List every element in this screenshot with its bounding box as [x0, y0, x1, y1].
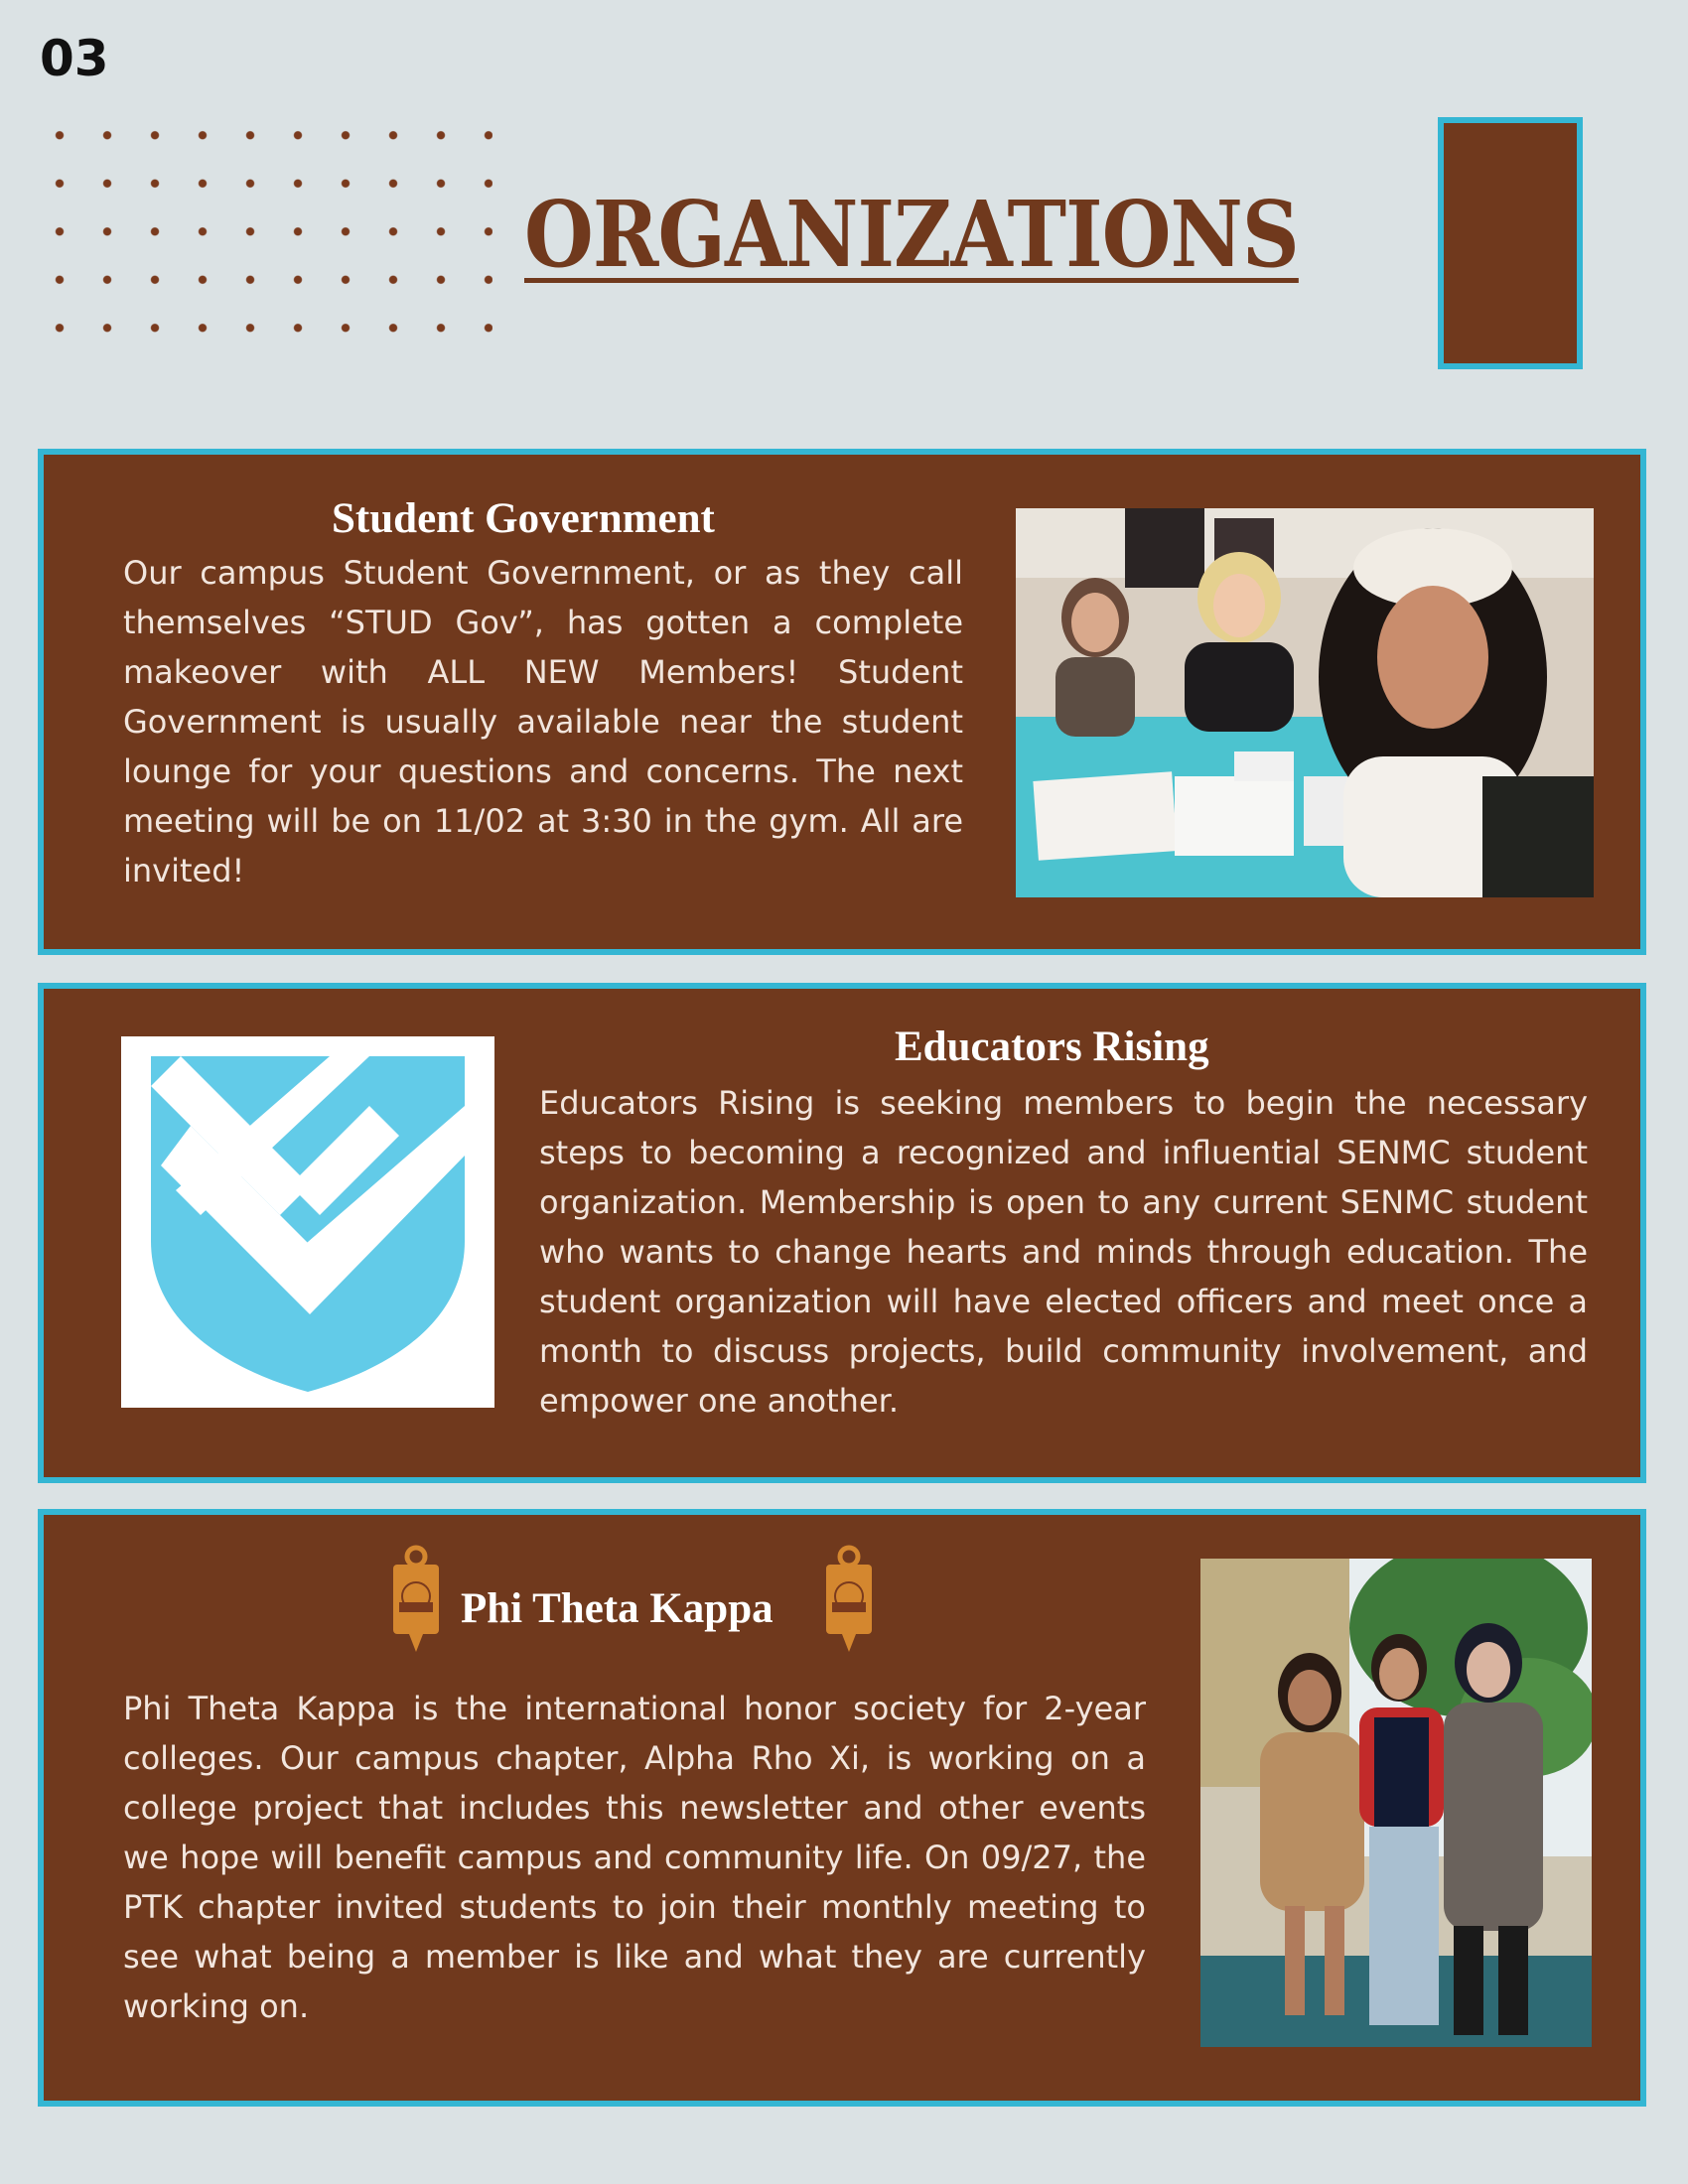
ptk-key-icon — [389, 1545, 443, 1654]
page-title: ORGANIZATIONS — [524, 181, 1299, 288]
phi-theta-kappa-photo — [1200, 1559, 1592, 2047]
section-body: Phi Theta Kappa is the international honor society for 2-year colleges. Our campus chapter, Alpha Rho Xi, is working on a college project that includes this newsletter and other events we hope will benefit campus and community life. On 09/27, the PTK chapter invited students to join their monthly meeting to see what being a member is like and what they are currently working on. — [123, 1690, 1146, 2025]
student-government-photo — [1016, 508, 1594, 897]
section-heading: Student Government — [332, 495, 715, 542]
section-heading: Educators Rising — [895, 1024, 1209, 1070]
phi-theta-kappa-panel — [38, 1509, 1646, 2107]
educators-rising-logo — [121, 1036, 494, 1408]
title-accent-block — [1438, 117, 1583, 369]
ptk-key-icon — [822, 1545, 876, 1654]
decorative-dot-grid — [36, 111, 492, 371]
student-government-panel — [38, 449, 1646, 955]
section-heading: Phi Theta Kappa — [461, 1585, 774, 1632]
section-body: Our campus Student Government, or as they call themselves “STUD Gov”, has gotten a complete makeover with ALL NEW Members! Student Government is usually available near the student lounge for your questions and concerns. The next meeting will be on 11/02 at 3:30 in the gym. All are invited! — [123, 554, 963, 889]
section-body: Educators Rising is seeking members to begin the necessary steps to becoming a recognized and influential SENMC student organization. Membership is open to any current SENMC student who wants to change hearts and minds through education. The student organization will have elected officers and meet once a month to discuss projects, build community involvement, and empower one another. — [539, 1084, 1588, 1420]
page-number: 03 — [40, 30, 109, 87]
educators-rising-panel — [38, 983, 1646, 1483]
